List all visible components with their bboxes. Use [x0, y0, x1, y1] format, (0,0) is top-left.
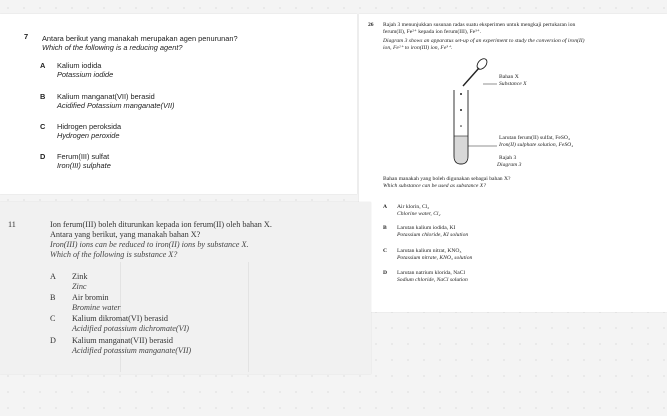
question-26-card	[359, 14, 667, 312]
question-number: 7	[24, 32, 29, 41]
option-letter[interactable]: B	[40, 92, 46, 101]
question-11-card	[0, 202, 371, 374]
option-text-ms[interactable]: Kalium iodida	[57, 61, 102, 70]
option-letter[interactable]: B	[383, 225, 387, 231]
apparatus-diagram	[449, 56, 499, 168]
option-text-en[interactable]: Bromine water	[72, 303, 121, 312]
option-text-ms[interactable]: Larutan kalium iodida, KI	[397, 225, 456, 231]
question-7-card	[0, 14, 357, 194]
drop-icon	[460, 125, 462, 127]
ghost-gridline	[248, 262, 249, 372]
option-text-en[interactable]: Acidified potassium manganate(VII)	[72, 346, 192, 355]
question-number: 11	[8, 220, 16, 229]
question-line-1: Ion ferum(III) boleh diturunkan kepada ion ferum(II) oleh bahan X.	[50, 220, 272, 229]
question-text-ms: Antara berikut yang manakah merupakan agen penurunan?	[42, 34, 238, 43]
option-letter[interactable]: A	[40, 61, 46, 70]
option-letter[interactable]: D	[50, 336, 56, 345]
intro-text-ms-1: Rajah 3 menunjukkan susunan radas suatu eksperimen untuk mengkaji pertukaran ion	[383, 22, 576, 28]
option-letter[interactable]: D	[40, 152, 46, 161]
solution-liquid-icon	[455, 136, 468, 164]
option-text-en[interactable]: Potassium chloride, KI solution	[397, 232, 469, 238]
option-text-en[interactable]: Chlorine water, Cl₂	[397, 211, 441, 217]
option-letter[interactable]: C	[40, 122, 46, 131]
option-text-ms[interactable]: Air bromin	[72, 293, 109, 302]
option-letter[interactable]: C	[383, 248, 388, 254]
question-text-en: Which substance can be used as substance X?	[383, 183, 486, 189]
option-letter[interactable]: C	[50, 314, 56, 323]
drop-icon	[460, 109, 462, 111]
question-number: 26	[368, 22, 374, 28]
option-text-ms[interactable]: Kalium manganat(VII) berasid	[72, 336, 173, 345]
option-letter[interactable]: B	[50, 293, 56, 302]
option-text-en[interactable]: Potassium nitrate, KNO₃ solution	[397, 255, 473, 261]
option-text-ms[interactable]: Larutan kalium nitrat, KNO₃	[397, 248, 462, 254]
dropper-bulb-icon	[475, 57, 489, 71]
dropper-tube-icon	[463, 68, 479, 86]
question-line-4: Which of the following is substance X?	[50, 250, 178, 259]
diagram-caption-ms: Rajah 3	[499, 155, 517, 161]
option-text-en[interactable]: Acidified potassium dichromate(VI)	[72, 324, 190, 333]
option-text-ms[interactable]: Ferum(III) sulfat	[57, 152, 110, 161]
drop-icon	[460, 93, 462, 95]
option-text-en[interactable]: Hydrogen peroxide	[57, 131, 120, 140]
label-solution-ms: Larutan ferum(II) sulfat, FeSO₄	[499, 135, 570, 141]
option-letter[interactable]: A	[383, 204, 388, 210]
option-text-en[interactable]: Iron(III) sulphate	[57, 161, 111, 170]
option-text-ms[interactable]: Kalium manganat(VII) berasid	[57, 92, 155, 101]
label-solution-en: Iron(II) sulphate solution, FeSO₄	[499, 142, 574, 148]
diagram-caption-en: Diagram 3	[497, 162, 522, 168]
option-letter[interactable]: D	[383, 270, 388, 276]
option-text-en[interactable]: Acidified Potassium manganate(VII)	[57, 101, 175, 110]
label-substance-x-ms: Bahan X	[499, 74, 519, 80]
option-text-ms[interactable]: Zink	[72, 272, 88, 281]
option-text-ms[interactable]: Kalium dikromat(VI) berasid	[72, 314, 168, 323]
label-substance-x-en: Substance X	[499, 81, 527, 87]
question-text-ms: Bahan manakah yang boleh digunakan sebagai bahan X?	[383, 176, 511, 182]
option-text-en[interactable]: Sodium chloride, NaCl solution	[397, 277, 468, 283]
question-line-2: Antara yang berikut, yang manakah bahan X?	[50, 230, 201, 239]
question-line-3: Iron(III) ions can be reduced to iron(II) ions by substance X.	[50, 240, 249, 249]
option-text-ms[interactable]: Hidrogen peroksida	[57, 122, 122, 131]
question-text-en: Which of the following is a reducing agent?	[42, 43, 183, 52]
option-text-ms[interactable]: Air klorin, Cl₂	[397, 204, 430, 210]
option-letter[interactable]: A	[50, 272, 56, 281]
option-text-ms[interactable]: Larutan natrium klorida, NaCl	[397, 270, 466, 276]
intro-text-en-1: Diagram 3 shows an apparatus set-up of an experiment to study the conversion of iron(II)	[383, 38, 585, 44]
option-text-en[interactable]: Potassium iodide	[57, 70, 114, 79]
intro-text-ms-2: ferum(II), Fe²⁺ kepada ion ferum(III), Fe³⁺.	[383, 29, 482, 35]
intro-text-en-2: ion, Fe²⁺ to iron(III) ion, Fe³⁺.	[383, 45, 453, 51]
option-text-en[interactable]: Zinc	[72, 282, 87, 291]
